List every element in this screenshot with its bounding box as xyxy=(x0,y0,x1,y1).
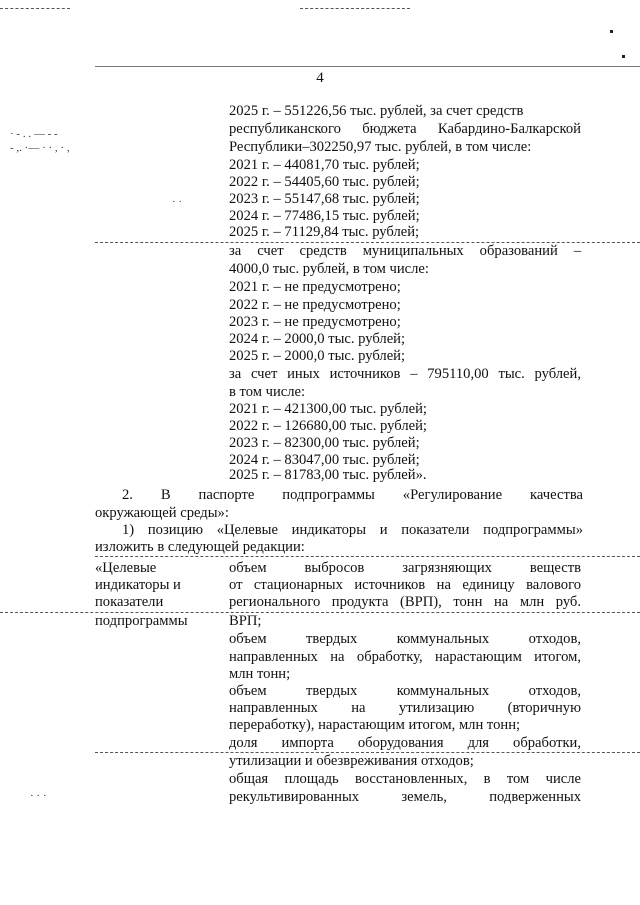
scan-noise: - ,. ·— · · , · , xyxy=(10,142,70,154)
top-border-line xyxy=(0,8,70,9)
top-border-line xyxy=(300,8,410,9)
table-left-label: показатели xyxy=(95,594,164,610)
text-line: 2021 г. – не предусмотрено; xyxy=(229,279,401,295)
text-line: 2023 г. – 55147,68 тыс. рублей; xyxy=(229,191,420,207)
text-line: 2021 г. – 421300,00 тыс. рублей; xyxy=(229,401,427,417)
indicator-line: ВРП; xyxy=(229,613,262,629)
text-line: за счет средств муниципальных образований – xyxy=(229,243,581,259)
text-line: 2022 г. – не предусмотрено; xyxy=(229,297,401,313)
text-line: 2024 г. – 2000,0 тыс. рублей; xyxy=(229,331,406,347)
text-line: 2022 г. – 54405,60 тыс. рублей; xyxy=(229,174,420,190)
text-line: 2025 г. – 551226,56 тыс. рублей, за счет средств xyxy=(229,103,524,119)
indicator-line: объем твердых коммунальных отходов, xyxy=(229,683,581,699)
scan-speck xyxy=(610,30,613,33)
indicator-line: переработку), нарастающим итогом, млн тонн; xyxy=(229,717,521,733)
page-top-rule xyxy=(95,66,640,67)
indicator-line: доля импорта оборудования для обработки, xyxy=(229,735,581,751)
scan-speck xyxy=(622,55,625,58)
text-line: Республики–302250,97 тыс. рублей, в том числе: xyxy=(229,139,532,155)
text-line: 2025 г. – 71129,84 тыс. рублей; xyxy=(229,224,420,240)
paragraph-1-line-2: изложить в следующей редакции: xyxy=(95,539,305,555)
text-line: 2024 г. – 83047,00 тыс. рублей; xyxy=(229,452,420,468)
text-line: 2025 г. – 81783,00 тыс. рублей». xyxy=(229,467,427,483)
indicator-line: млн тонн; xyxy=(229,666,291,682)
paragraph-1-line-1: 1) позицию «Целевые индикаторы и показатели подпрограммы» xyxy=(122,522,583,538)
indicator-line: направленных на обработку, нарастающим итогом, xyxy=(229,649,581,665)
text-line: 2025 г. – 2000,0 тыс. рублей; xyxy=(229,348,406,364)
text-line: 2023 г. – 82300,00 тыс. рублей; xyxy=(229,435,420,451)
page-number: 4 xyxy=(316,70,324,86)
text-line: 2024 г. – 77486,15 тыс. рублей; xyxy=(229,208,420,224)
paragraph-2-line-2: окружающей среды»: xyxy=(95,505,229,521)
scan-noise: · · · xyxy=(30,790,47,802)
scan-noise: · - . . — - - xyxy=(10,128,58,140)
text-line: 2021 г. – 44081,70 тыс. рублей; xyxy=(229,157,420,173)
text-line: республиканского бюджета Кабардино-Балкарской xyxy=(229,121,581,137)
indicator-line: утилизации и обезвреживания отходов; xyxy=(229,753,474,769)
text-line: 2022 г. – 126680,00 тыс. рублей; xyxy=(229,418,427,434)
table-left-label: «Целевые xyxy=(95,560,157,576)
text-line: 2023 г. – не предусмотрено; xyxy=(229,314,401,330)
indicator-line: рекультивированных земель, подверженных xyxy=(229,789,581,805)
table-top-border xyxy=(95,556,640,557)
scan-noise: · · xyxy=(172,196,183,208)
table-left-label: подпрограммы xyxy=(95,613,188,629)
table-left-label: индикаторы и xyxy=(95,577,181,593)
indicator-line: объем твердых коммунальных отходов, xyxy=(229,631,581,647)
paragraph-2-line-1: 2. В паспорте подпрограммы «Регулирование качества xyxy=(122,487,583,503)
text-line: в том числе: xyxy=(229,384,306,400)
text-line: 4000,0 тыс. рублей, в том числе: xyxy=(229,261,429,277)
text-line: за счет иных источников – 795110,00 тыс. рублей, xyxy=(229,366,581,382)
indicator-line: регионального продукта (ВРП), тонн на млн руб. xyxy=(229,594,581,610)
indicator-line: направленных на утилизацию (вторичную xyxy=(229,700,581,716)
indicator-line: от стационарных источников на единицу валового xyxy=(229,577,581,593)
indicator-line: объем выбросов загрязняющих веществ xyxy=(229,560,581,576)
indicator-line: общая площадь восстановленных, в том числе xyxy=(229,771,581,787)
